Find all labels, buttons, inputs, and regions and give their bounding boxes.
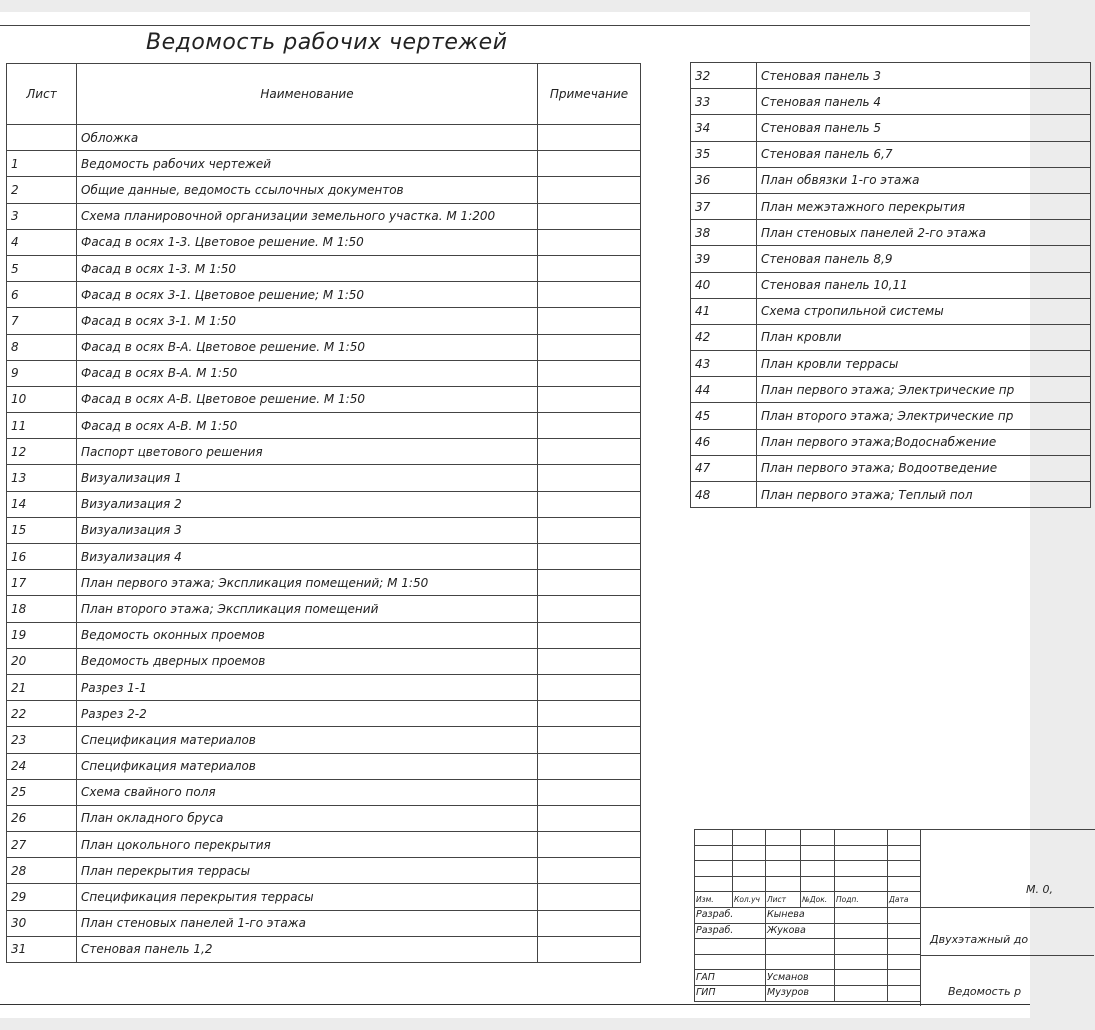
sheet-number-cell: 16 [7,544,77,570]
sheet-number-cell: 10 [7,386,77,412]
sheet-number-cell: 43 [691,351,757,377]
drawing-name-cell: Спецификация материалов [77,727,538,753]
table-row [7,570,641,596]
note-cell [538,832,641,858]
table-row [7,203,641,229]
table-row [7,255,641,281]
header-sheet: Лист [7,64,77,125]
table-row [7,648,641,674]
table-row [691,351,1091,377]
drawings-list-table-right [690,62,1091,508]
sheet-number-cell: 22 [7,701,77,727]
drawing-name-cell: Ведомость оконных проемов [77,622,538,648]
title-block-grid [694,829,921,1002]
sheet-number-cell: 46 [691,429,757,455]
sheet-number-cell: 30 [7,910,77,936]
table-row [7,308,641,334]
drawing-name-cell: Стеновая панель 10,11 [757,272,1091,298]
drawing-name-cell: План первого этажа;Водоснабжение [757,429,1091,455]
drawing-name-cell: Визуализация 2 [77,491,538,517]
sheet-number-cell: 44 [691,377,757,403]
title-block-divider-1 [920,907,1094,908]
drawing-name-cell: Визуализация 3 [77,517,538,543]
note-cell [538,858,641,884]
sheet-number-cell: 18 [7,596,77,622]
drawing-name-cell: План кровли [757,324,1091,350]
table-row [7,727,641,753]
sheet-number-cell: 19 [7,622,77,648]
stamp-person-2: Жукова [766,923,835,939]
note-cell [538,674,641,700]
sheet-number-cell: 33 [691,89,757,115]
note-cell [538,884,641,910]
table-row [7,334,641,360]
drawing-name-cell: Фасад в осях А-В. М 1:50 [77,413,538,439]
sheet-number-cell: 4 [7,229,77,255]
drawing-name-cell: Разрез 1-1 [77,674,538,700]
table-row [7,439,641,465]
note-cell [538,413,641,439]
table-row [691,63,1091,89]
stamp-project-name: Двухэтажный до [930,933,1029,946]
note-cell [538,360,641,386]
drawing-name-cell: План кровли террасы [757,351,1091,377]
header-name: Наименование [77,64,538,125]
stamp-person-1: Кынева [766,907,835,923]
note-cell [538,386,641,412]
drawing-name-cell: План окладного бруса [77,805,538,831]
stamp-role-1: Разраб. [695,907,766,923]
sheet-number-cell: 3 [7,203,77,229]
drawing-name-cell: Стеновая панель 3 [757,63,1091,89]
drawing-name-cell: Фасад в осях 1-3. М 1:50 [77,255,538,281]
drawing-sheet [0,12,1053,1018]
note-cell [538,334,641,360]
frame-bottom-line [0,1004,1030,1005]
stamp-header-sheet: Лист [766,892,801,908]
drawing-name-cell: План межэтажного перекрытия [757,193,1091,219]
drawings-list-table-left [6,63,641,963]
sheet-number-cell: 13 [7,465,77,491]
drawing-name-cell: План стеновых панелей 2-го этажа [757,220,1091,246]
table-row [7,805,641,831]
table-row [7,622,641,648]
drawing-name-cell: Стеновая панель 6,7 [757,141,1091,167]
table-row [691,167,1091,193]
drawing-name-cell: Общие данные, ведомость ссылочных документов [77,177,538,203]
drawing-name-cell: Фасад в осях 3-1. Цветовое решение; М 1:50 [77,282,538,308]
drawing-name-cell: Ведомость дверных проемов [77,648,538,674]
table-row [691,429,1091,455]
stamp-header-date: Дата [888,892,921,908]
note-cell [538,151,641,177]
drawing-name-cell: Спецификация перекрытия террасы [77,884,538,910]
drawing-name-cell: Фасад в осях 3-1. М 1:50 [77,308,538,334]
table-row [7,177,641,203]
note-cell [538,701,641,727]
note-cell [538,596,641,622]
stamp-header-change: Изм. [695,892,733,908]
sheet-number-cell: 24 [7,753,77,779]
drawing-name-cell: План цокольного перекрытия [77,832,538,858]
drawing-name-cell: Схема стропильной системы [757,298,1091,324]
note-cell [538,282,641,308]
drawing-name-cell: Разрез 2-2 [77,701,538,727]
table-row [7,360,641,386]
title-block [694,817,1094,1005]
note-cell [538,544,641,570]
sheet-number-cell: 9 [7,360,77,386]
note-cell [538,727,641,753]
table-row [7,544,641,570]
note-cell [538,648,641,674]
table-row [691,403,1091,429]
sheet-number-cell: 39 [691,246,757,272]
table-row [691,89,1091,115]
sheet-number-cell: 37 [691,193,757,219]
drawing-name-cell: План первого этажа; Теплый пол [757,482,1091,508]
sheet-number-cell: 5 [7,255,77,281]
title-block-header-row [695,892,921,908]
drawing-name-cell: Схема свайного поля [77,779,538,805]
table-row [7,517,641,543]
sheet-number-cell: 34 [691,115,757,141]
table-row [7,701,641,727]
note-cell [538,779,641,805]
sheet-number-cell: 14 [7,491,77,517]
drawing-name-cell: Фасад в осях 1-3. Цветовое решение. М 1:50 [77,229,538,255]
sheet-number-cell: 28 [7,858,77,884]
sheet-number-cell: 2 [7,177,77,203]
sheet-number-cell: 11 [7,413,77,439]
note-cell [538,308,641,334]
sheet-number-cell: 26 [7,805,77,831]
table-row [7,674,641,700]
sheet-number-cell: 47 [691,455,757,481]
table-row [691,377,1091,403]
drawing-name-cell: Фасад в осях А-В. Цветовое решение. М 1:50 [77,386,538,412]
sheet-number-cell: 38 [691,220,757,246]
drawing-name-cell: Визуализация 4 [77,544,538,570]
table-row [7,465,641,491]
note-cell [538,936,641,962]
sheet-number-cell: 25 [7,779,77,805]
drawing-name-cell: Ведомость рабочих чертежей [77,151,538,177]
note-cell [538,753,641,779]
stamp-role-3: ГАП [695,970,766,986]
drawing-name-cell: Паспорт цветового решения [77,439,538,465]
drawing-name-cell: Фасад в осях В-А. М 1:50 [77,360,538,386]
sheet-number-cell: 32 [691,63,757,89]
stamp-role-2: Разраб. [695,923,766,939]
sheet-number-cell: 41 [691,298,757,324]
title-block-divider-2 [920,955,1094,956]
note-cell [538,491,641,517]
note-cell [538,622,641,648]
table-row [7,936,641,962]
note-cell [538,517,641,543]
drawing-name-cell: План первого этажа; Водоотведение [757,455,1091,481]
note-cell [538,465,641,491]
table-row [691,324,1091,350]
table-row [7,884,641,910]
sheet-number-cell: 12 [7,439,77,465]
sheet-number-cell: 48 [691,482,757,508]
table-row [7,779,641,805]
sheet-number-cell: 31 [7,936,77,962]
table-row [7,386,641,412]
sheet-title: Ведомость рабочих чертежей [146,30,508,55]
table-row [7,832,641,858]
sheet-number-cell: 8 [7,334,77,360]
stamp-role-4: ГИП [695,985,766,1001]
drawing-name-cell: Визуализация 1 [77,465,538,491]
table-row [691,246,1091,272]
drawing-name-cell: План второго этажа; Электрические пр [757,403,1091,429]
table-row [691,193,1091,219]
drawing-name-cell: Стеновая панель 8,9 [757,246,1091,272]
stamp-header-doc: №Док. [801,892,835,908]
sheet-number-cell: 23 [7,727,77,753]
stamp-sheet-title: Ведомость р [948,985,1022,998]
drawing-name-cell: План перекрытия террасы [77,858,538,884]
drawing-name-cell: Стеновая панель 5 [757,115,1091,141]
sheet-number-cell: 21 [7,674,77,700]
note-cell [538,439,641,465]
title-block-right-area [920,829,1095,1006]
table-row [691,298,1091,324]
sheet-number-cell: 17 [7,570,77,596]
table-row [691,482,1091,508]
note-cell [538,910,641,936]
sheet-number-cell: 15 [7,517,77,543]
table-row [7,229,641,255]
drawing-name-cell: Фасад в осях В-А. Цветовое решение. М 1:50 [77,334,538,360]
table-row [7,858,641,884]
note-cell [538,805,641,831]
drawing-name-cell: План стеновых панелей 1-го этажа [77,910,538,936]
table-row [7,491,641,517]
table-row [691,220,1091,246]
sheet-number-cell: 42 [691,324,757,350]
stamp-document-code: М. 0, [1026,883,1053,896]
table-row [691,272,1091,298]
note-cell [538,229,641,255]
table-row [7,413,641,439]
drawing-name-cell: Спецификация материалов [77,753,538,779]
drawing-name-cell: План первого этажа; Экспликация помещений; М 1:50 [77,570,538,596]
sheet-number-cell: 1 [7,151,77,177]
sheet-number-cell [7,125,77,151]
table-row [691,115,1091,141]
header-note: Примечание [538,64,641,125]
note-cell [538,125,641,151]
sheet-number-cell: 27 [7,832,77,858]
drawing-name-cell: Стеновая панель 4 [757,89,1091,115]
table-row [7,596,641,622]
drawing-name-cell: Схема планировочной организации земельного участка. М 1:200 [77,203,538,229]
sheet-number-cell: 6 [7,282,77,308]
stamp-header-count: Кол.уч [733,892,766,908]
table-row [7,125,641,151]
sheet-number-cell: 36 [691,167,757,193]
table-row [7,910,641,936]
table-row [691,141,1091,167]
table-row [7,151,641,177]
note-cell [538,177,641,203]
drawing-name-cell: План второго этажа; Экспликация помещений [77,596,538,622]
sheet-number-cell: 45 [691,403,757,429]
table-row [7,282,641,308]
stamp-person-4: Музуров [766,985,835,1001]
note-cell [538,203,641,229]
stamp-person-3: Усманов [766,970,835,986]
stamp-header-sign: Подп. [835,892,888,908]
drawing-name-cell: План первого этажа; Электрические пр [757,377,1091,403]
table-row [691,455,1091,481]
sheet-number-cell: 35 [691,141,757,167]
note-cell [538,570,641,596]
table-header-row [7,64,641,125]
sheet-number-cell: 7 [7,308,77,334]
sheet-number-cell: 40 [691,272,757,298]
drawing-name-cell: Стеновая панель 1,2 [77,936,538,962]
sheet-number-cell: 29 [7,884,77,910]
note-cell [538,255,641,281]
table-row [7,753,641,779]
sheet-number-cell: 20 [7,648,77,674]
drawing-name-cell: Обложка [77,125,538,151]
frame-top-line [0,25,1030,26]
drawing-name-cell: План обвязки 1-го этажа [757,167,1091,193]
